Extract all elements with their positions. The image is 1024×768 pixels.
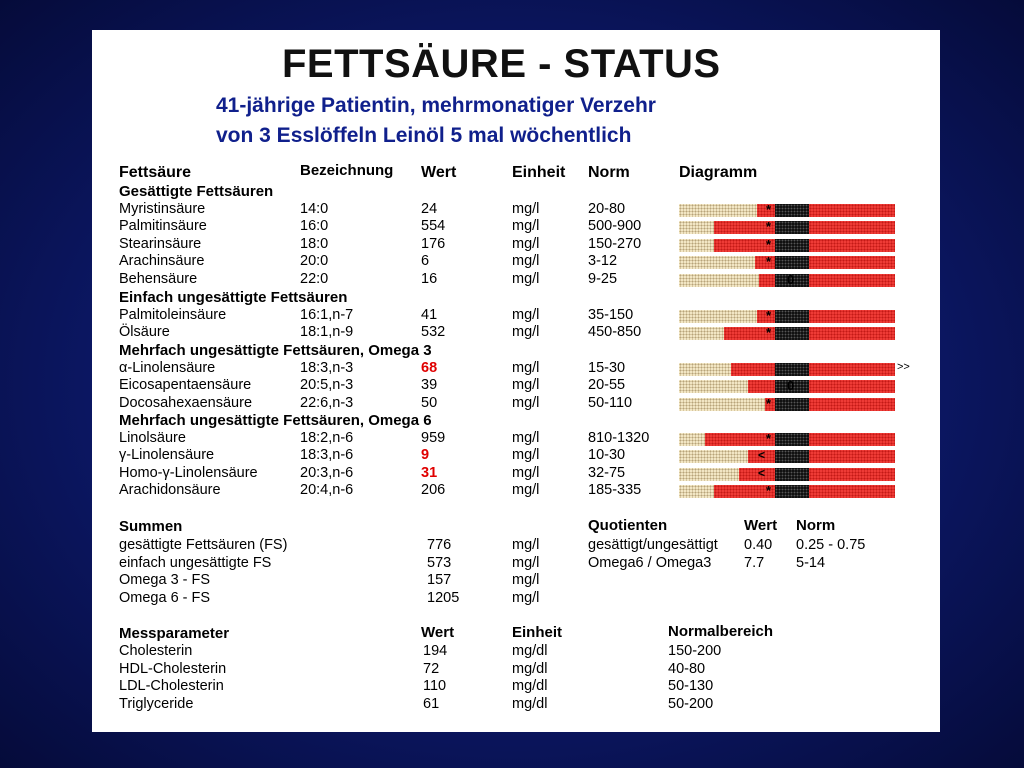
bar-tan-segment xyxy=(679,221,714,234)
fatty-acid-norm: 20-55 xyxy=(588,377,626,394)
messparameter-value: 110 xyxy=(423,678,447,694)
document-page xyxy=(92,30,940,732)
bar-red-segment xyxy=(755,256,775,269)
fatty-acid-value: 50 xyxy=(421,394,438,411)
header-wert: Wert xyxy=(421,164,457,181)
bar-red-segment xyxy=(748,380,775,393)
header-bezeichnung: Bezeichnung xyxy=(300,162,394,179)
summen-unit: mg/l xyxy=(512,537,540,553)
bar-red-segment xyxy=(731,363,775,376)
fatty-acid-norm: 450-850 xyxy=(588,324,642,341)
quotient-value: 0.40 xyxy=(744,537,773,553)
diagram-bar xyxy=(679,450,895,463)
document-title: FETTSÄURE - STATUS xyxy=(282,42,721,86)
bar-norm-segment xyxy=(775,221,809,234)
bar-red-high-segment xyxy=(809,363,895,376)
bar-norm-segment xyxy=(775,468,809,481)
fatty-acid-unit: mg/l xyxy=(512,218,540,235)
bar-tan-segment xyxy=(679,274,759,287)
messparameter-name: Cholesterin xyxy=(119,643,193,659)
bar-red-segment xyxy=(759,274,775,287)
messparameter-value: 72 xyxy=(423,660,440,677)
messparameter-value: 194 xyxy=(423,643,448,659)
fatty-acid-code: 18:3,n-3 xyxy=(300,360,354,376)
fatty-acid-name: Eicosapentaensäure xyxy=(119,377,252,394)
bar-marker: * xyxy=(766,308,772,323)
fatty-acid-norm: 810-1320 xyxy=(588,430,650,446)
bar-red-high-segment xyxy=(809,239,895,252)
bar-norm-segment xyxy=(775,256,809,269)
diagram-bar xyxy=(679,271,895,287)
bar-overflow-marker: >> xyxy=(897,361,910,373)
subtitle-line-2: von 3 Esslöffeln Leinöl 5 mal wöchentlich xyxy=(216,124,632,147)
fatty-acid-value: 31 xyxy=(421,464,438,481)
messparameter-name: Triglyceride xyxy=(119,695,194,712)
quotienten-wert-header: Wert xyxy=(744,517,778,534)
summen-name: gesättigte Fettsäuren (FS) xyxy=(119,537,288,553)
subtitle-line-1: 41-jährige Patientin, mehrmonatiger Verzehr xyxy=(216,94,656,117)
header-norm: Norm xyxy=(588,164,630,181)
bar-tan-segment xyxy=(679,380,748,393)
bar-norm-segment xyxy=(775,239,809,252)
fatty-acid-name: Linolsäure xyxy=(119,430,186,446)
diagram-bar xyxy=(679,380,895,393)
messparameter-normalbereich-header: Normalbereich xyxy=(668,623,774,640)
group-heading: Einfach ungesättigte Fettsäuren xyxy=(119,289,348,306)
summen-name: Omega 6 - FS xyxy=(119,589,211,606)
messparameter-value: 61 xyxy=(423,695,440,712)
bar-norm-segment xyxy=(775,398,809,411)
messparameter-heading: Messparameter xyxy=(119,625,230,642)
bar-marker: < xyxy=(758,465,766,480)
header-fettsaeure: Fettsäure xyxy=(119,164,192,181)
bar-red-high-segment xyxy=(809,380,895,393)
fatty-acid-unit: mg/l xyxy=(512,235,540,252)
bar-red-high-segment xyxy=(809,485,895,498)
fatty-acid-code: 20:3,n-6 xyxy=(300,464,354,481)
fatty-acid-value: 24 xyxy=(421,201,438,217)
fatty-acid-value: 532 xyxy=(421,324,446,341)
bar-tan-segment xyxy=(679,485,714,498)
summen-unit: mg/l xyxy=(512,554,540,571)
fatty-acid-unit: mg/l xyxy=(512,464,540,481)
bar-norm-segment xyxy=(775,363,809,376)
quotienten-heading: Quotienten xyxy=(588,517,668,534)
fatty-acid-code: 16:1,n-7 xyxy=(300,307,354,323)
bar-red-high-segment xyxy=(809,398,895,411)
summen-heading: Summen xyxy=(119,518,183,535)
fatty-acid-code: 20:4,n-6 xyxy=(300,482,354,499)
bar-red-segment xyxy=(739,465,775,481)
diagram-bar xyxy=(679,485,895,498)
fatty-acid-value: 206 xyxy=(421,482,446,499)
fatty-acid-value: 39 xyxy=(421,377,438,394)
fatty-acid-norm: 15-30 xyxy=(588,360,626,376)
summen-value: 157 xyxy=(427,572,452,588)
bar-tan-segment xyxy=(679,450,748,463)
fatty-acid-unit: mg/l xyxy=(512,447,540,464)
summen-value: 573 xyxy=(427,554,452,571)
bar-red-high-segment xyxy=(809,310,895,323)
bar-marker: * xyxy=(766,395,772,411)
fatty-acid-code: 18:3,n-6 xyxy=(300,447,354,464)
bar-red-high-segment xyxy=(809,433,895,446)
bar-marker: * xyxy=(766,236,772,252)
bar-tan-segment xyxy=(679,433,705,446)
fatty-acid-norm: 185-335 xyxy=(588,482,642,499)
summen-name: einfach ungesättigte FS xyxy=(119,554,272,571)
bar-marker: 0 xyxy=(787,378,795,394)
bar-tan-segment xyxy=(679,468,739,481)
bar-tan-segment xyxy=(679,204,757,217)
fatty-acid-name: α-Linolensäure xyxy=(119,360,216,376)
quotient-norm: 5-14 xyxy=(796,554,826,571)
fatty-acid-name: Ölsäure xyxy=(119,324,170,341)
fatty-acid-norm: 10-30 xyxy=(588,447,626,464)
messparameter-unit: mg/dl xyxy=(512,660,548,677)
messparameter-range: 50-200 xyxy=(668,695,714,712)
fatty-acid-code: 20:0 xyxy=(300,253,329,270)
fatty-acid-unit: mg/l xyxy=(512,482,540,499)
fatty-acid-norm: 9-25 xyxy=(588,270,618,287)
header-einheit: Einheit xyxy=(512,164,566,181)
fatty-acid-value: 16 xyxy=(421,270,438,287)
summen-unit: mg/l xyxy=(512,572,540,588)
fatty-acid-unit: mg/l xyxy=(512,307,540,323)
fatty-acid-code: 14:0 xyxy=(300,201,329,217)
fatty-acid-name: Palmitinsäure xyxy=(119,218,207,235)
fatty-acid-unit: mg/l xyxy=(512,430,540,446)
diagram-bar xyxy=(679,327,895,340)
fatty-acid-name: Palmitoleinsäure xyxy=(119,307,227,323)
diagram-bar xyxy=(679,236,895,252)
messparameter-einheit-header: Einheit xyxy=(512,624,563,641)
group-heading: Gesättigte Fettsäuren xyxy=(119,183,274,200)
fatty-acid-value: 41 xyxy=(421,307,438,323)
fatty-acid-name: γ-Linolensäure xyxy=(119,447,215,464)
fatty-acid-norm: 20-80 xyxy=(588,201,626,217)
bar-red-high-segment xyxy=(809,274,895,287)
diagram-bar xyxy=(679,465,895,481)
bar-marker: * xyxy=(766,254,772,270)
fatty-acid-code: 20:5,n-3 xyxy=(300,377,354,394)
fatty-acid-name: Arachinsäure xyxy=(119,253,205,270)
quotient-name: gesättigt/ungesättigt xyxy=(588,537,718,553)
quotienten-norm-header: Norm xyxy=(796,517,836,534)
fatty-acid-unit: mg/l xyxy=(512,253,540,270)
bar-red-high-segment xyxy=(809,468,895,481)
bar-marker: < xyxy=(758,448,766,463)
bar-red-high-segment xyxy=(809,204,895,217)
bar-red-segment xyxy=(705,433,775,446)
fatty-acid-code: 18:0 xyxy=(300,235,329,252)
bar-tan-segment xyxy=(679,256,755,269)
bar-red-high-segment xyxy=(809,327,895,340)
fatty-acid-unit: mg/l xyxy=(512,201,540,217)
summen-value: 1205 xyxy=(427,589,460,606)
diagram-bar xyxy=(679,433,895,446)
fatty-acid-code: 18:2,n-6 xyxy=(300,430,354,446)
bar-norm-segment xyxy=(775,204,809,217)
messparameter-name: LDL-Cholesterin xyxy=(119,678,224,694)
diagram-bar xyxy=(679,310,895,323)
bar-marker: * xyxy=(766,219,772,235)
fatty-acid-norm: 500-900 xyxy=(588,218,642,235)
bar-marker: 0 xyxy=(787,271,795,287)
summen-name: Omega 3 - FS xyxy=(119,572,211,588)
fatty-acid-unit: mg/l xyxy=(512,377,540,394)
bar-marker: * xyxy=(766,483,772,499)
quotient-value: 7.7 xyxy=(744,554,765,571)
quotient-norm: 0.25 - 0.75 xyxy=(796,537,866,553)
fatty-acid-norm: 35-150 xyxy=(588,307,634,323)
fatty-acid-norm: 50-110 xyxy=(588,394,633,411)
messparameter-range: 40-80 xyxy=(668,660,706,677)
group-heading: Mehrfach ungesättigte Fettsäuren, Omega 6 xyxy=(119,412,432,429)
diagram-bar xyxy=(679,221,895,234)
fatty-acid-value: 68 xyxy=(421,360,438,376)
bar-norm-segment xyxy=(775,433,809,446)
messparameter-wert-header: Wert xyxy=(421,624,455,641)
diagram-bar xyxy=(679,361,910,376)
bar-tan-segment xyxy=(679,310,757,323)
messparameter-range: 150-200 xyxy=(668,643,722,659)
messparameter-range: 50-130 xyxy=(668,678,714,694)
fatty-acid-code: 22:0 xyxy=(300,270,329,287)
fatty-acid-value: 6 xyxy=(421,253,430,270)
fatty-acid-name: Behensäure xyxy=(119,270,198,287)
fatty-acid-value: 959 xyxy=(421,430,446,446)
fatty-acid-norm: 3-12 xyxy=(588,253,618,270)
bar-marker: * xyxy=(766,431,772,446)
bar-marker: * xyxy=(766,325,772,341)
fatty-acid-code: 22:6,n-3 xyxy=(300,394,354,411)
quotient-name: Omega6 / Omega3 xyxy=(588,554,712,571)
summen-value: 776 xyxy=(427,537,452,553)
bar-red-high-segment xyxy=(809,450,895,463)
bar-norm-segment xyxy=(775,327,809,340)
fatty-acid-value: 9 xyxy=(421,447,430,464)
bar-red-high-segment xyxy=(809,256,895,269)
header-diagramm: Diagramm xyxy=(679,164,758,181)
fatty-acid-norm: 150-270 xyxy=(588,235,642,252)
bar-marker: * xyxy=(766,202,772,217)
bar-norm-segment xyxy=(775,485,809,498)
fatty-acid-code: 18:1,n-9 xyxy=(300,324,354,341)
bar-tan-segment xyxy=(679,239,714,252)
bar-tan-segment xyxy=(679,327,724,340)
messparameter-unit: mg/dl xyxy=(512,643,548,659)
bar-red-high-segment xyxy=(809,221,895,234)
fatty-acid-value: 554 xyxy=(421,218,446,235)
fatty-acid-name: Stearinsäure xyxy=(119,235,202,252)
fatty-acid-value: 176 xyxy=(421,235,446,252)
fatty-acid-name: Docosahexaensäure xyxy=(119,394,253,411)
fatty-acid-unit: mg/l xyxy=(512,394,540,411)
bar-tan-segment xyxy=(679,398,765,411)
group-heading: Mehrfach ungesättigte Fettsäuren, Omega 3 xyxy=(119,342,432,359)
fatty-acid-code: 16:0 xyxy=(300,218,329,235)
bar-norm-segment xyxy=(775,450,809,463)
fatty-acid-unit: mg/l xyxy=(512,324,540,341)
bar-norm-segment xyxy=(775,310,809,323)
fatty-acid-unit: mg/l xyxy=(512,360,540,376)
fatty-acid-name: Homo-γ-Linolensäure xyxy=(119,464,258,481)
fatty-acid-unit: mg/l xyxy=(512,270,540,287)
messparameter-name: HDL-Cholesterin xyxy=(119,660,227,677)
diagram-bar xyxy=(679,395,895,411)
diagram-bar xyxy=(679,204,895,217)
messparameter-unit: mg/dl xyxy=(512,695,548,712)
summen-unit: mg/l xyxy=(512,589,540,606)
messparameter-unit: mg/dl xyxy=(512,678,548,694)
bar-tan-segment xyxy=(679,363,731,376)
fatty-acid-name: Myristinsäure xyxy=(119,201,206,217)
fatty-acid-name: Arachidonsäure xyxy=(119,482,221,499)
fatty-acid-norm: 32-75 xyxy=(588,464,626,481)
diagram-bar xyxy=(679,256,895,269)
